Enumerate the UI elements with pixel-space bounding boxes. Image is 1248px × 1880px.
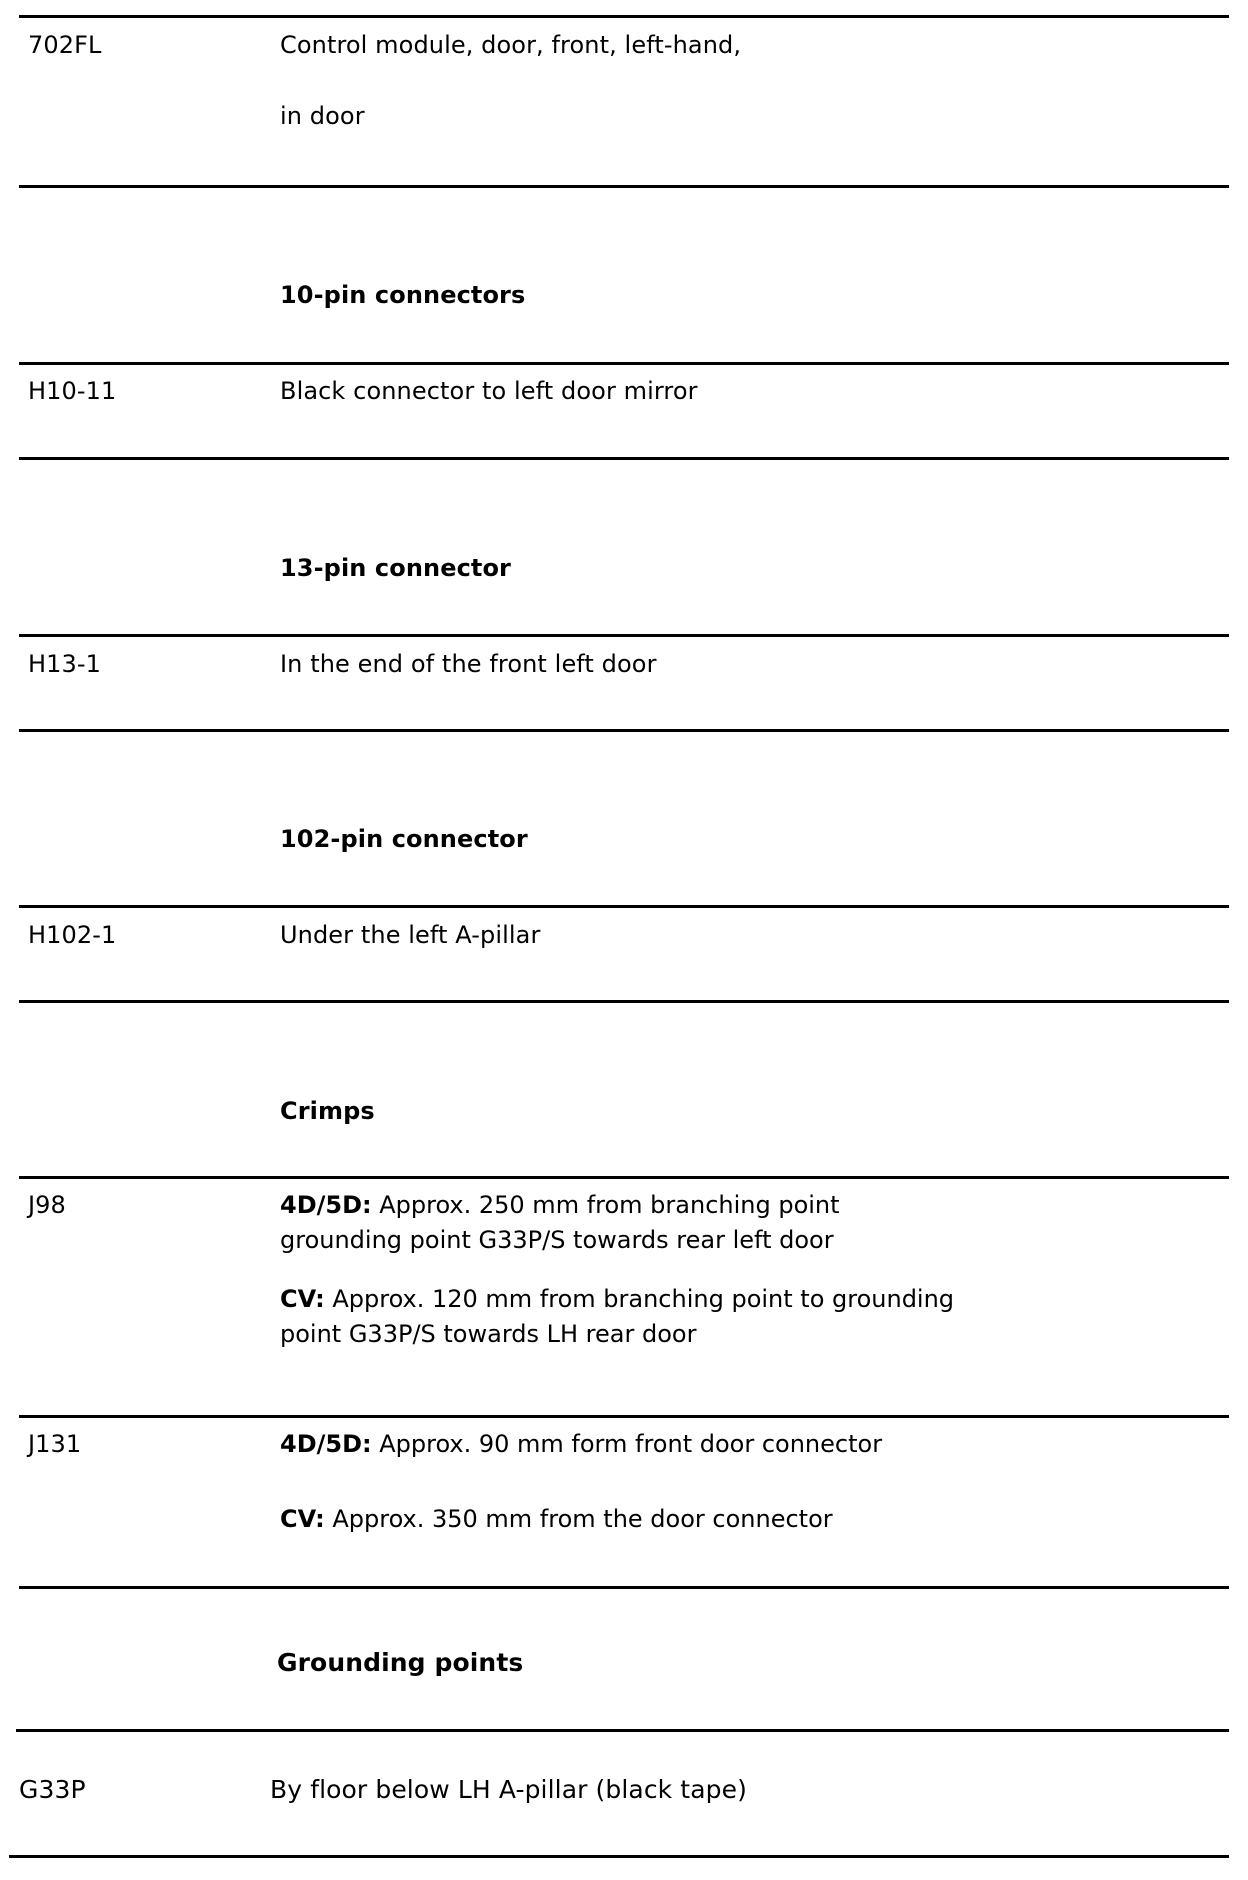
connector-description: Under the left A-pillar [280, 921, 541, 949]
crimp-code: J131 [28, 1430, 82, 1458]
connector-description: Black connector to left door mirror [280, 377, 698, 405]
crimp-entry-line1 [280, 1502, 833, 1537]
variant-label: 4D/5D: [280, 1191, 372, 1219]
crimp-entry-line2: grounding point G33P/S towards rear left door [280, 1226, 834, 1254]
connector-description: In the end of the front left door [280, 650, 657, 678]
variant-label: CV: [280, 1505, 325, 1533]
grounding-description: By floor below LH A-pillar (black tape) [270, 1775, 747, 1804]
grounding-code: G33P [19, 1775, 86, 1804]
connector-code: H10-11 [28, 377, 117, 405]
table-rule [16, 1729, 1229, 1732]
connector-code: H102-1 [28, 921, 117, 949]
crimp-entry-line1 [280, 1282, 954, 1317]
component-code: 702FL [28, 31, 102, 59]
variant-label: CV: [280, 1285, 325, 1313]
crimp-entry-line1 [280, 1427, 882, 1462]
section-heading-13-pin: 13-pin connector [280, 554, 511, 582]
crimp-entry-text: Approx. 350 mm from the door connector [324, 1505, 833, 1533]
table-rule [19, 1000, 1229, 1003]
section-heading-crimps: Crimps [280, 1097, 375, 1125]
crimp-entry-line1 [280, 1188, 840, 1223]
section-heading-102-pin: 102-pin connector [280, 825, 528, 853]
connector-code: H13-1 [28, 650, 102, 678]
crimp-code: J98 [28, 1191, 66, 1219]
table-rule [19, 1586, 1229, 1589]
crimp-entry-text: Approx. 250 mm from branching point [371, 1191, 840, 1219]
component-description-line2: in door [280, 102, 365, 130]
crimp-entry-line2: point G33P/S towards LH rear door [280, 1320, 697, 1348]
section-heading-grounding-points: Grounding points [277, 1648, 524, 1677]
table-rule [19, 457, 1229, 460]
table-rule [19, 729, 1229, 732]
table-rule [19, 905, 1229, 908]
section-heading-10-pin: 10-pin connectors [280, 281, 526, 309]
crimp-entry [280, 1502, 833, 1537]
table-rule [9, 1855, 1229, 1858]
table-rule [19, 15, 1229, 18]
crimp-entry [280, 1282, 954, 1352]
table-rule [19, 185, 1229, 188]
table-rule [19, 1176, 1229, 1179]
crimp-entry [280, 1188, 840, 1258]
variant-label: 4D/5D: [280, 1430, 372, 1458]
crimp-entry-text: Approx. 90 mm form front door connector [371, 1430, 883, 1458]
table-rule [19, 362, 1229, 365]
crimp-entry-text: Approx. 120 mm from branching point to grounding [324, 1285, 955, 1313]
component-description-line1: Control module, door, front, left-hand, [280, 31, 742, 59]
crimp-entry [280, 1427, 882, 1462]
table-rule [19, 1415, 1229, 1418]
table-rule [19, 634, 1229, 637]
